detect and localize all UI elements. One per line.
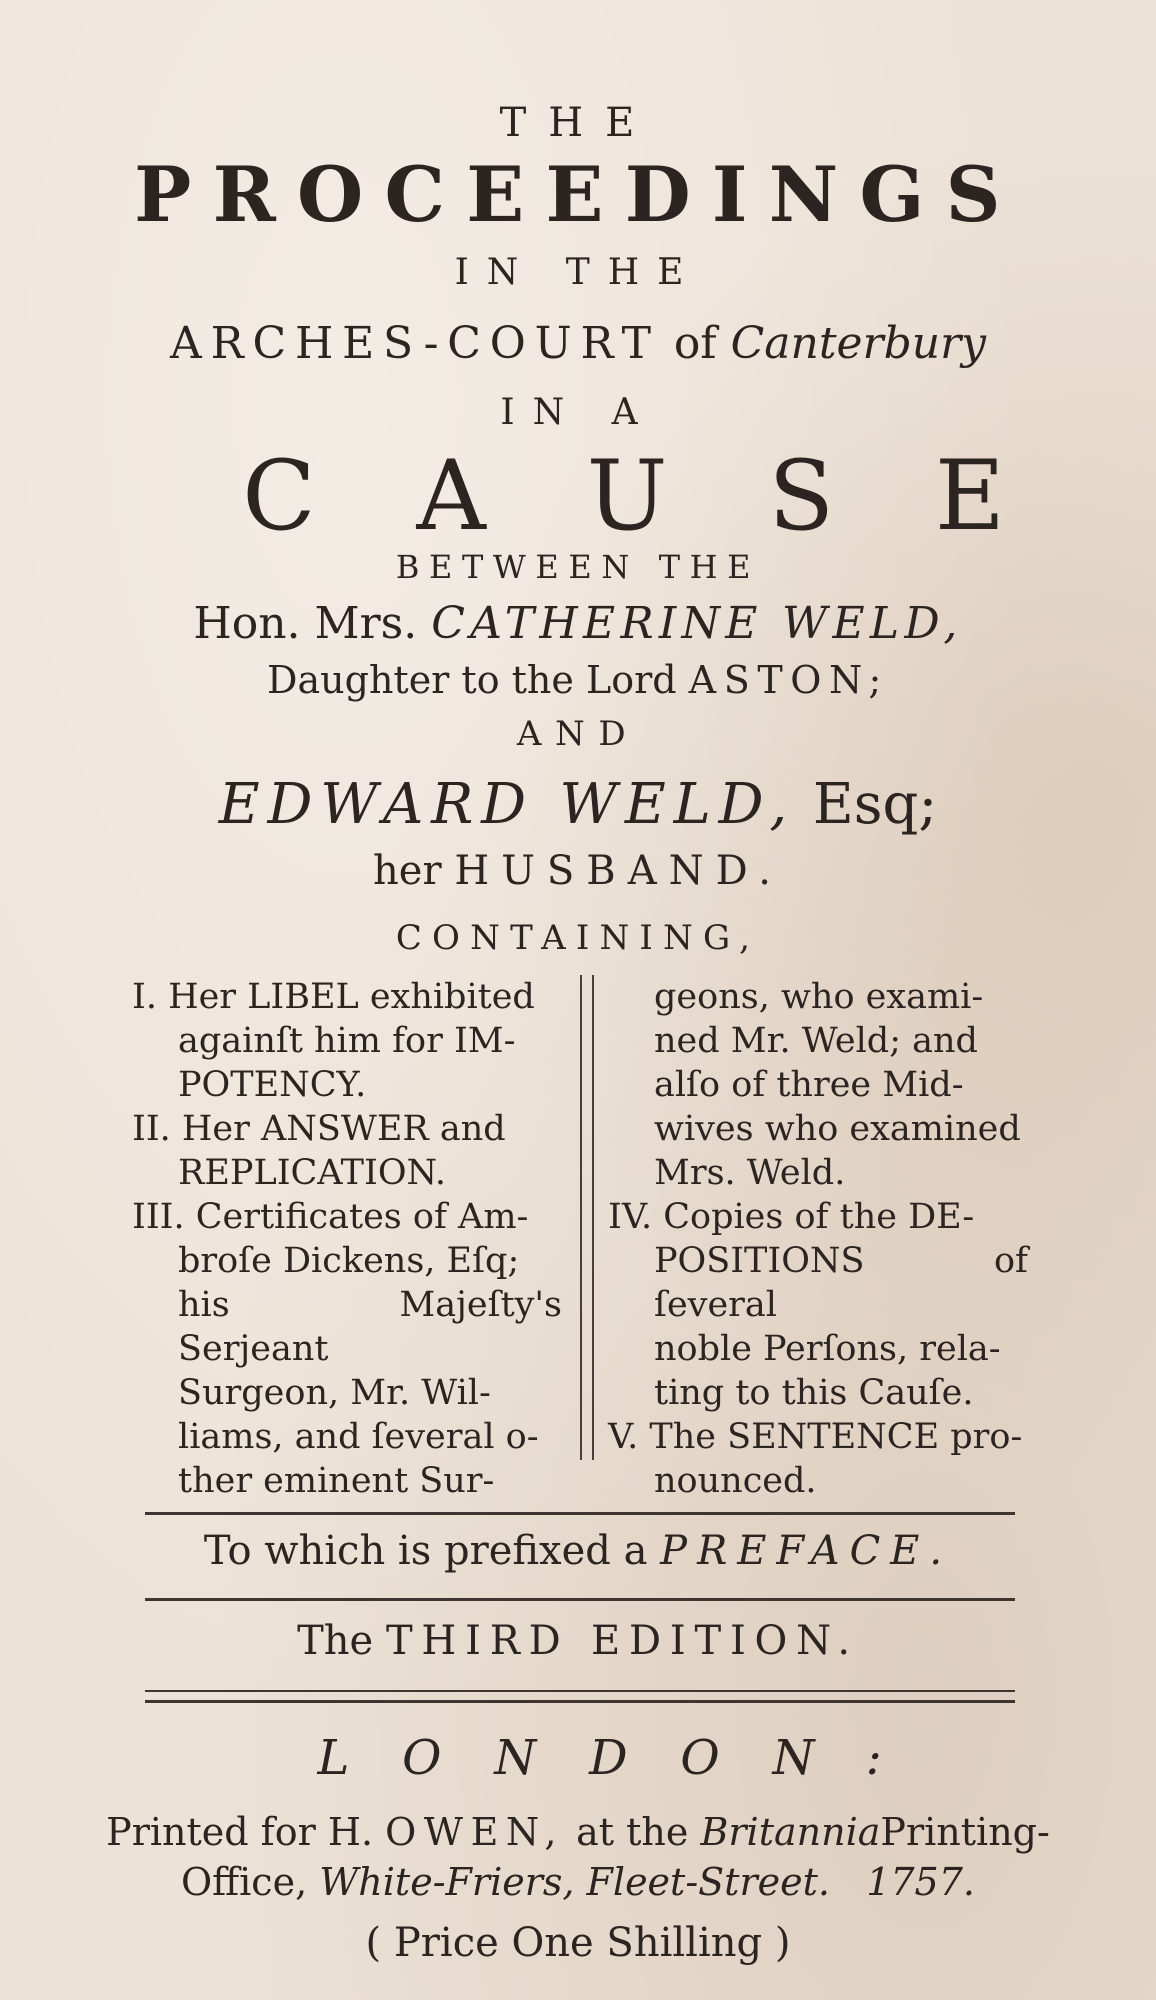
rule-middle <box>145 1598 1015 1601</box>
title-edward-line <box>0 772 1156 837</box>
contents-line: his Majeſty's Serjeant <box>178 1285 562 1369</box>
of-word: of <box>673 318 717 369</box>
contents-line: REPLICATION. <box>178 1153 447 1193</box>
rule-lower-1 <box>145 1690 1015 1692</box>
office: Office, <box>181 1860 308 1904</box>
contents-line: Mrs. Weld. <box>654 1153 846 1193</box>
britannia: Britannia <box>700 1810 881 1854</box>
daughter-to: Daughter to the Lord <box>267 658 677 702</box>
esq: Esq; <box>812 772 938 837</box>
contents-line: alſo of three Mid- <box>654 1065 964 1105</box>
price-line: ( Price One Shilling ) <box>365 1920 791 1966</box>
contents-line: IV. Copies of the DE- <box>608 1197 975 1237</box>
title-between-the: BETWEEN THE <box>395 548 761 586</box>
contents-line: V. The SENTENCE pro- <box>608 1417 1023 1457</box>
title-catherine-line <box>0 598 1156 649</box>
at-the: at the <box>576 1810 689 1854</box>
column-divider <box>580 975 594 1460</box>
husband: HUSBAND. <box>454 848 783 894</box>
year: 1757. <box>866 1860 975 1904</box>
preface-prefix: To which is prefixed a <box>203 1528 648 1574</box>
contents-left-column <box>132 975 562 1503</box>
aston: ASTON; <box>688 658 889 702</box>
imprint-line-2 <box>0 1860 1156 1904</box>
printed-for: Printed for H. <box>106 1810 374 1854</box>
edition-the: The <box>297 1618 374 1664</box>
contents-line: nounced. <box>654 1461 817 1501</box>
contents-line: ned Mr. Weld; and <box>654 1021 978 1061</box>
printing: Printing- <box>880 1810 1050 1854</box>
rule-top <box>145 1512 1015 1515</box>
contents-line: noble Perſons, rela- <box>654 1329 1001 1369</box>
arches-court: ARCHES-COURT <box>170 318 660 369</box>
title-cause: CAUSE <box>242 440 1106 552</box>
preface-word: PREFACE. <box>660 1528 953 1574</box>
contents-line: ting to this Cauſe. <box>654 1373 974 1413</box>
contents-line: POSITIONS of ſeveral <box>654 1241 1028 1325</box>
preface-line <box>0 1528 1156 1574</box>
contents-line: I. Her LIBEL exhibited <box>132 977 535 1017</box>
fleet-street: Fleet-Street. <box>586 1860 830 1904</box>
title-the: THE <box>499 100 657 146</box>
contents-line: broſe Dickens, Eſq; <box>178 1241 520 1281</box>
contents-line: geons, who exami- <box>654 977 984 1017</box>
edward-weld: EDWARD WELD, <box>218 772 796 837</box>
contents-line: wives who examined <box>654 1109 1021 1149</box>
contents-line: liams, and ſeveral o- <box>178 1417 539 1457</box>
title-proceedings: PROCEEDINGS <box>134 150 1022 239</box>
contents-line: Surgeon, Mr. Wil- <box>178 1373 491 1413</box>
contents-line: POTENCY. <box>178 1065 367 1105</box>
imprint-line-1 <box>0 1810 1156 1854</box>
title-and: AND <box>516 714 640 754</box>
contents-line: II. Her ANSWER and <box>132 1109 506 1149</box>
hon-mrs: Hon. Mrs. <box>193 598 418 649</box>
imprint-london: LONDON: <box>317 1730 935 1786</box>
white-friers: White-Friers, <box>319 1860 575 1904</box>
title-daughter-line <box>0 658 1156 702</box>
contents-line: III. Certificates of Am- <box>132 1197 529 1237</box>
contents-right-column <box>608 975 1028 1503</box>
title-containing: CONTAINING, <box>395 918 761 958</box>
title-husband-line <box>0 848 1156 894</box>
canterbury: Canterbury <box>730 318 986 369</box>
contents-line: againſt him for IM- <box>178 1021 516 1061</box>
her-word: her <box>373 848 442 894</box>
edition-text: THIRD EDITION. <box>385 1618 859 1664</box>
contents-line: ther eminent Sur- <box>178 1461 495 1501</box>
title-arches-court-line <box>0 318 1156 369</box>
catherine-weld: CATHERINE WELD, <box>431 598 963 649</box>
title-in-the: IN THE <box>454 252 702 293</box>
edition-line <box>0 1618 1156 1664</box>
owen: OWEN, <box>385 1810 565 1854</box>
title-in-a: IN A <box>500 392 656 433</box>
rule-lower-2 <box>145 1700 1015 1703</box>
